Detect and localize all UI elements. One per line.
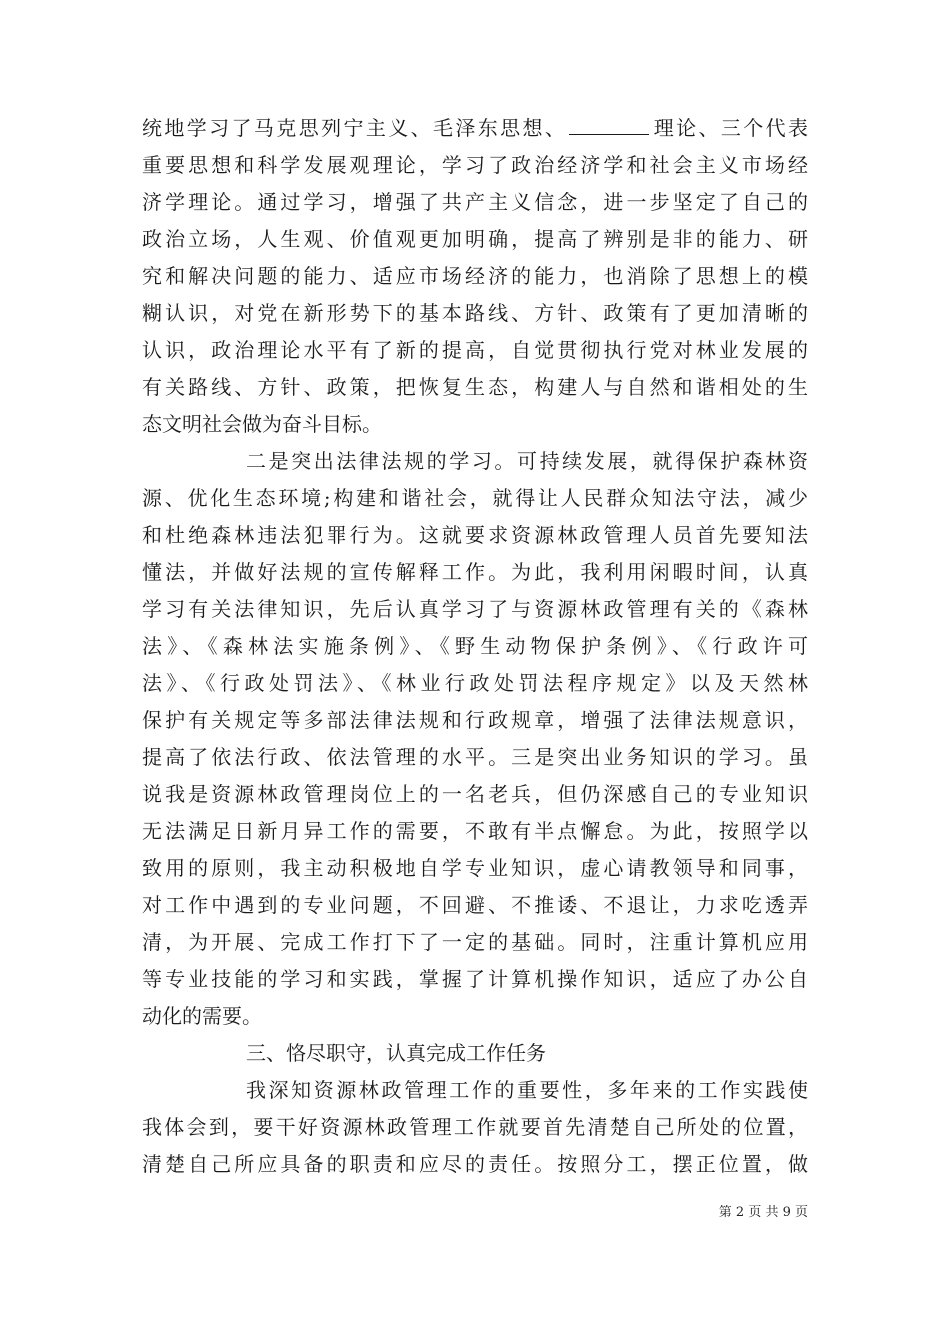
text-line: 态文明社会做为奋斗目标。: [142, 412, 382, 436]
text-segment: 理论、三个代表: [651, 116, 809, 140]
text-line: 等专业技能的学习和实践，掌握了计算机操作知识，适应了办公自: [142, 967, 808, 991]
blank-underline: [569, 112, 649, 135]
text-line: 清楚自己所应具备的职责和应尽的责任。按照分工，摆正位置，做: [142, 1152, 808, 1176]
text-segment: 统地学习了马克思列宁主义、毛泽东思想、: [142, 116, 568, 140]
text-line: 究和解决问题的能力、适应市场经济的能力，也消除了思想上的模: [142, 264, 808, 288]
text-line: 致用的原则，我主动积极地自学专业知识，虚心请教领导和同事，: [142, 856, 808, 880]
text-line: 我体会到，要干好资源林政管理工作就要首先清楚自己所处的位置，: [142, 1115, 808, 1139]
text-line: 我深知资源林政管理工作的重要性，多年来的工作实践使: [246, 1078, 808, 1102]
text-line: [142, 110, 808, 147]
text-line: 对工作中遇到的专业问题，不回避、不推诿、不退让，力求吃透弄: [142, 893, 808, 917]
text-line: 有关路线、方针、政策，把恢复生态，构建人与自然和谐相处的生: [142, 375, 808, 399]
text-line: 认识，政治理论水平有了新的提高，自觉贯彻执行党对林业发展的: [142, 338, 808, 362]
text-line: 动化的需要。: [142, 1004, 262, 1028]
text-line: 糊认识，对党在新形势下的基本路线、方针、政策有了更加清晰的: [142, 301, 808, 325]
text-line: 政治立场，人生观、价值观更加明确，提高了辨别是非的能力、研: [142, 227, 808, 251]
page-number-footer: 第 2 页 共 9 页: [718, 1205, 808, 1220]
text-line: 无法满足日新月异工作的需要，不敢有半点懈怠。为此，按照学以: [142, 819, 808, 843]
text-line: 保护有关规定等多部法律法规和行政规章，增强了法律法规意识，: [142, 708, 808, 732]
text-line: 懂法，并做好法规的宣传解释工作。为此，我利用闲暇时间，认真: [142, 560, 808, 584]
text-line: 和杜绝森林违法犯罪行为。这就要求资源林政管理人员首先要知法: [142, 523, 808, 547]
text-line: 说我是资源林政管理岗位上的一名老兵，但仍深感自己的专业知识: [142, 782, 808, 806]
text-line: 法》、《森林法实施条例》、《野生动物保护条例》、《行政许可: [142, 634, 808, 658]
text-line: 学习有关法律知识，先后认真学习了与资源林政管理有关的《森林: [142, 597, 808, 621]
text-line: 清，为开展、完成工作打下了一定的基础。同时，注重计算机应用: [142, 930, 808, 954]
section-heading: 三、恪尽职守，认真完成工作任务: [246, 1041, 546, 1065]
text-line: 二是突出法律法规的学习。可持续发展，就得保护森林资: [246, 449, 808, 473]
text-line: 源、优化生态环境;构建和谐社会，就得让人民群众知法守法，减少: [142, 486, 808, 510]
text-line: 法》、《行政处罚法》、《林业行政处罚法程序规定》以及天然林: [142, 671, 808, 695]
text-line: 重要思想和科学发展观理论，学习了政治经济学和社会主义市场经: [142, 153, 808, 177]
body-text: [142, 110, 808, 1183]
text-line: 提高了依法行政、依法管理的水平。三是突出业务知识的学习。虽: [142, 745, 808, 769]
text-line: 济学理论。通过学习，增强了共产主义信念，进一步坚定了自己的: [142, 190, 808, 214]
